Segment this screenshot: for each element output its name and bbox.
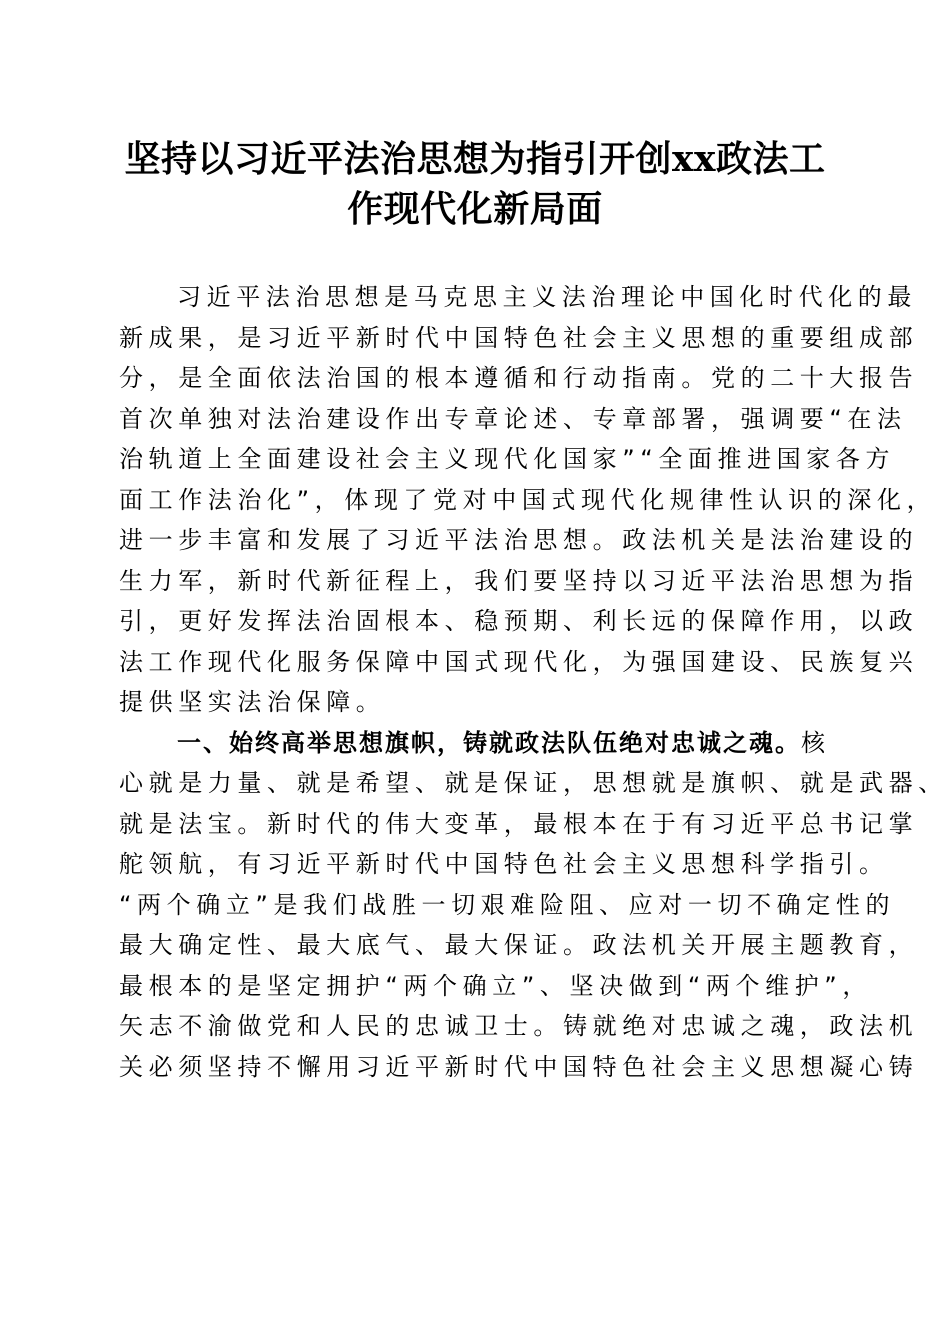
- text-line: 法工作现代化服务保障中国式现代化，为强国建设、民族复兴: [119, 647, 919, 676]
- text-line: 面工作法治化”，体现了党对中国式现代化规律性认识的深化，: [119, 485, 937, 514]
- text-line: 最根本的是坚定拥护“两个确立”、坚决做到“两个维护”，: [119, 971, 872, 1000]
- section-heading: 一、始终高举思想旗帜，铸就政法队伍绝对忠诚之魂。: [177, 728, 801, 757]
- section-heading-continuation: 核: [801, 728, 831, 757]
- text-line: 舵领航，有习近平新时代中国特色社会主义思想科学指引。: [119, 850, 889, 878]
- text-line: 提供坚实法治保障。: [119, 688, 386, 716]
- text-line: 进一步丰富和发展了习近平法治思想。政法机关是法治建设的: [119, 526, 919, 554]
- text-line: 治轨道上全面建设社会主义现代化国家”“全面推进国家各方: [119, 445, 896, 473]
- text-line: 心就是力量、就是希望、就是保证，思想就是旗帜、就是武器、: [119, 769, 948, 797]
- paragraph-section-one: [119, 723, 948, 1088]
- text-line: 新成果，是习近平新时代中国特色社会主义思想的重要组成部: [119, 323, 919, 352]
- text-line: “两个确立”是我们战胜一切艰难险阻、应对一切不确定性的: [119, 890, 896, 919]
- text-line: 首次单独对法治建设作出专章论述、专章部署，强调要“在法: [119, 404, 907, 433]
- title-line-1: 坚持以习近平法治思想为指引开创xx政法工: [124, 138, 826, 180]
- text-line: 关必须坚持不懈用习近平新时代中国特色社会主义思想凝心铸: [119, 1052, 919, 1081]
- text-line: 生力军，新时代新征程上，我们要坚持以习近平法治思想为指: [119, 566, 919, 595]
- text-line: 就是法宝。新时代的伟大变革，最根本在于有习近平总书记掌: [119, 809, 919, 838]
- text-line: 分，是全面依法治国的根本遵循和行动指南。党的二十大报告: [119, 364, 919, 392]
- title-line-2: 作现代化新局面: [347, 188, 603, 230]
- document-body: [119, 277, 948, 1087]
- document-title: [115, 134, 835, 234]
- paragraph-intro: [119, 277, 937, 723]
- text-line: 最大确定性、最大底气、最大保证。政法机关开展主题教育，: [119, 931, 919, 959]
- text-line: 引，更好发挥法治固根本、稳预期、利长远的保障作用，以政: [119, 607, 919, 635]
- text-line: 矢志不渝做党和人民的忠诚卫士。铸就绝对忠诚之魂，政法机: [119, 1012, 919, 1040]
- section-first-line: [119, 723, 831, 764]
- text-line: 习近平法治思想是马克思主义法治理论中国化时代化的最: [177, 283, 917, 311]
